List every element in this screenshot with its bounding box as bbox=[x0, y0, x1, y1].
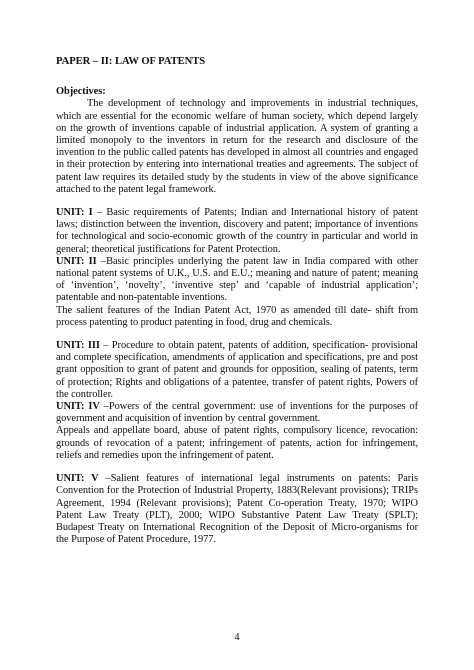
page-content bbox=[56, 56, 418, 546]
unit-3-paragraph bbox=[56, 340, 418, 401]
unit-3-text: – Procedure to obtain patent, patents of addition, specification- provisional and complete specification, amendments of application and specifications, pre and post grant opposition to grant of patent and grounds for opposition, sealing of patents, term of protection; Rights and obligations of a patentee, transfer of patent rights, Powers of the controller. bbox=[56, 340, 418, 400]
objectives-heading: Objectives: bbox=[56, 86, 106, 98]
objectives-paragraph: The development of technology and improvements in industrial techniques, which are essential for the economic welfare of human society, which depend largely on the growth of inventions capable of industrial application. A system of granting a limited monopoly to the inventors in return for the research and disclosure of the invention to the public called patents has developed in almost all countries and engaged in their protection by entering into international treaties and agreements. The subject of patent law requires its detailed study by the students in view of the above significance attached to the patent legal framework. bbox=[56, 98, 418, 195]
unit-3-label: UNIT: III bbox=[56, 340, 100, 352]
unit-4-text: –Powers of the central government: use of inventions for the purposes of government and acquisition of invention by central government. bbox=[56, 401, 418, 425]
unit-5-text: –Salient features of international legal instruments on patents: Paris Convention for the Protection of Industrial Property, 1883(Relevant provisions); TRIPs Agreement, 1994 (Relevant provisions); Patent Co-operation Treaty, 1970; WIPO Patent Law Treaty (PLT), 2000; WIPO Substantive Patent Law Treaty (SPLT); Budapest Treaty on International Recognition of the Deposit of Micro-organisms for the Purpose of Patent Procedure, 1977. bbox=[56, 473, 419, 546]
unit-2-label: UNIT: II bbox=[56, 255, 97, 267]
unit-2-paragraph bbox=[56, 256, 418, 305]
unit-2-extra-paragraph: The salient features of the Indian Patent Act, 1970 as amended till date- shift from process patenting to product patenting in food, drug and chemicals. bbox=[56, 304, 418, 328]
unit-4-extra-paragraph: Appeals and appellate board, abuse of patent rights, compulsory licence, revocation: grounds of revocation of a patent; infringement of patents, action for infringement, reliefs and remedies upon the infringement of patent. bbox=[56, 425, 418, 461]
unit-4-paragraph bbox=[56, 401, 418, 425]
page-number: 4 bbox=[234, 632, 240, 643]
unit-5-paragraph bbox=[56, 473, 418, 546]
unit-4-label: UNIT: IV bbox=[56, 401, 100, 413]
unit-1-text: – Basic requirements of Patents; Indian and International history of patent laws; distinction between the invention, discovery and patent; importance of inventions for technological and socio-economic growth of the country in particular and world in general; theoretical justifications for Patent Protection. bbox=[56, 207, 418, 255]
unit-1-paragraph bbox=[56, 207, 418, 256]
unit-5-label: UNIT: V bbox=[56, 473, 99, 485]
page-title: PAPER – II: LAW OF PATENTS bbox=[56, 56, 206, 67]
unit-1-label: UNIT: I bbox=[56, 207, 93, 219]
unit-2-text: –Basic principles underlying the patent law in India compared with other national patent systems of U.K., U.S. and E.U.; meaning and nature of patent; meaning of ‘invention’, ‘novelty’, ‘inventive step’ and ‘capable of industrial application’; patentable and non-patentable inventions. bbox=[56, 255, 418, 304]
